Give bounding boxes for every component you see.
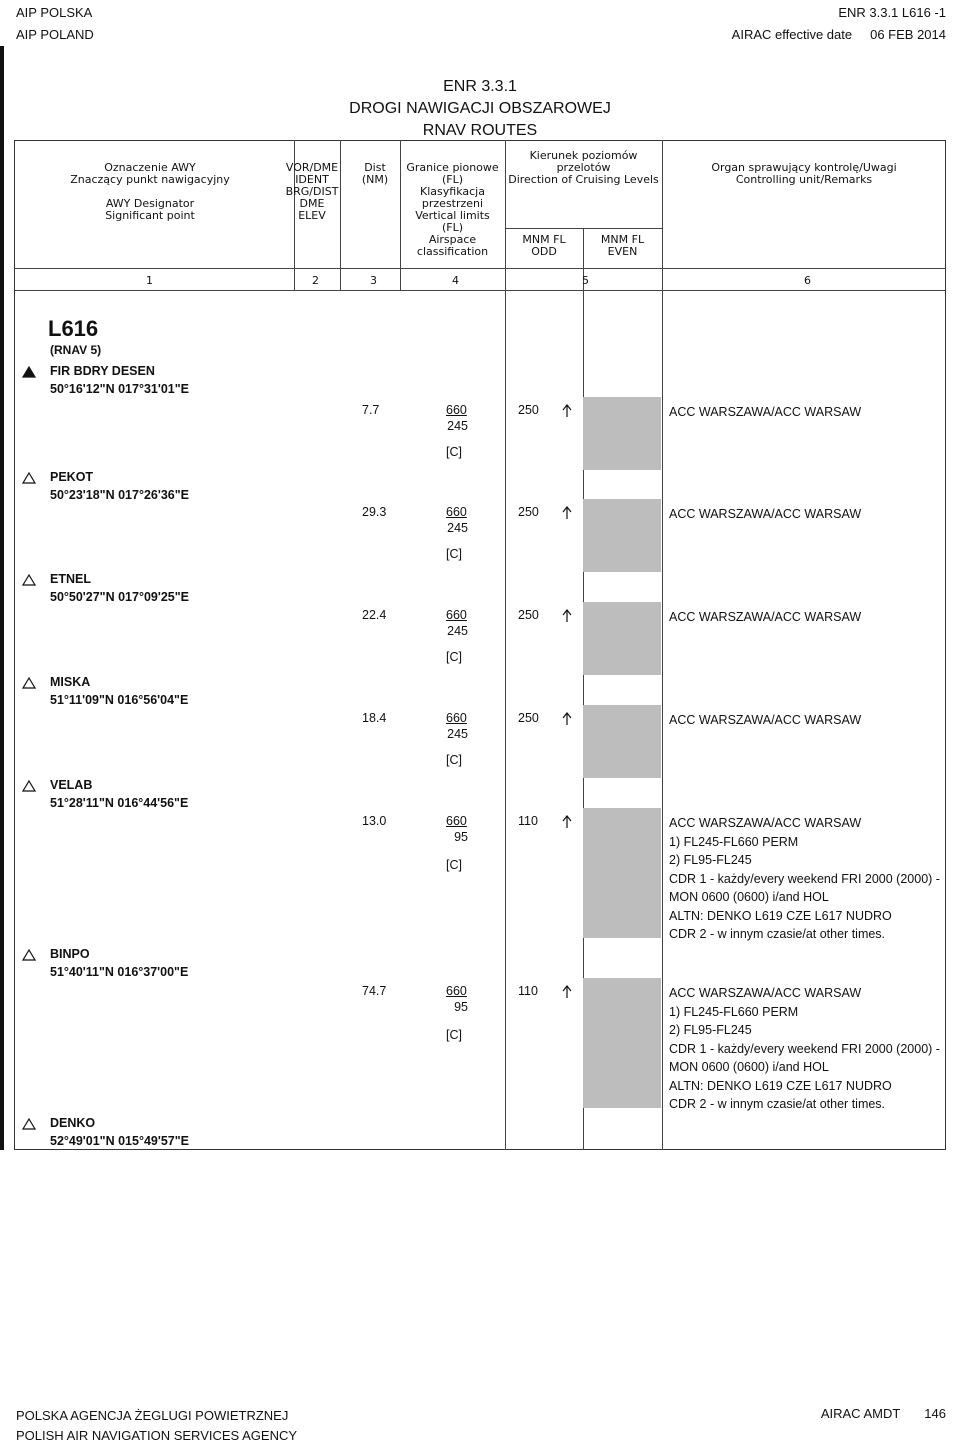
col-number-1: 1	[146, 274, 153, 287]
col5-header-line: Kierunek poziomów	[529, 149, 638, 162]
point-name: PEKOT	[50, 470, 94, 484]
header-effective	[732, 24, 946, 46]
divider	[14, 290, 946, 291]
divider	[14, 268, 946, 269]
route-spec: (RNAV 5)	[50, 343, 102, 357]
point-coordinates: 51°11'09"N 016°56'04"E	[50, 693, 189, 707]
col1-header-line: Oznaczenie AWY	[104, 161, 196, 174]
upper-limit: 660	[446, 403, 467, 417]
remark-line: 1) FL245-FL660 PERM	[669, 1004, 799, 1019]
point-coordinates: 51°40'11"N 016°37'00"E	[50, 965, 189, 979]
open-triangle-icon	[22, 1118, 36, 1130]
segment-remarks	[669, 984, 940, 1114]
airspace-class: [C]	[446, 858, 462, 872]
col2-header	[345, 162, 405, 186]
col1b-header	[272, 162, 352, 222]
amdt-label: AIRAC AMDT	[820, 1406, 901, 1421]
header-aip-polska: AIP POLSKA	[16, 5, 93, 20]
footer-agency-pl: POLSKA AGENCJA ŻEGLUGI POWIETRZNEJ	[16, 1408, 289, 1423]
remark-line: ACC WARSZAWA/ACC WARSAW	[669, 713, 862, 727]
remark-line: ALTN: DENKO L619 CZE L617 NUDRO	[669, 1078, 892, 1093]
col1-header-line: Significant point	[105, 209, 195, 222]
point-name: FIR BDRY DESEN	[50, 364, 155, 378]
page-header-left	[16, 2, 94, 46]
col3-header-line: (FL)	[441, 173, 464, 186]
even-level-na-cell	[583, 705, 661, 778]
remark-line: 2) FL95-FL245	[669, 1023, 752, 1037]
col3-header-line: Granice pionowe	[406, 161, 499, 174]
point-name: BINPO	[50, 947, 90, 961]
min-fl-odd: 110	[518, 984, 538, 998]
remark-line: CDR 2 - w innym czasie/at other times.	[669, 927, 886, 941]
remark-line: ACC WARSZAWA/ACC WARSAW	[669, 507, 862, 521]
airspace-class: [C]	[446, 445, 462, 459]
even-level-na-cell	[583, 499, 661, 572]
col5-header	[505, 150, 662, 186]
airspace-class: [C]	[446, 650, 462, 664]
lower-limit: 245	[447, 727, 468, 741]
point-coordinates: 51°28'11"N 016°44'56"E	[50, 796, 189, 810]
col5-even-header-line: EVEN	[607, 245, 638, 258]
col3-header-line: Vertical limits	[415, 209, 490, 222]
remark-line: CDR 2 - w innym czasie/at other times.	[669, 1097, 886, 1111]
col1b-header-line: DME	[299, 197, 325, 210]
remark-line: ACC WARSZAWA/ACC WARSAW	[669, 405, 862, 419]
footer-agency-en: POLISH AIR NAVIGATION SERVICES AGENCY	[16, 1428, 298, 1443]
remark-line: MON 0600 (0600) i/and HOL	[669, 1060, 829, 1074]
remark-line: MON 0600 (0600) i/and HOL	[669, 890, 829, 904]
open-triangle-icon	[22, 677, 36, 689]
title-polish: DROGI NAWIGACJI OBSZAROWEJ	[349, 100, 611, 117]
even-level-na-cell	[583, 397, 661, 470]
segment-remarks	[669, 814, 940, 944]
col3-header-line: Airspace	[428, 233, 477, 246]
segment-distance: 18.4	[362, 711, 387, 725]
airspace-class: [C]	[446, 1028, 462, 1042]
lower-limit: 95	[454, 830, 468, 844]
segment-remarks	[669, 505, 861, 524]
point-name: VELAB	[50, 778, 93, 792]
effective-date-label: AIRAC effective date	[731, 27, 853, 42]
col3-header-line: przestrzeni	[421, 197, 484, 210]
col-number-5: 5	[582, 274, 589, 287]
segment-distance: 7.7	[362, 403, 380, 417]
even-level-na-cell	[583, 978, 661, 1108]
min-fl-odd: 250	[518, 505, 539, 519]
point-coordinates: 50°23'18"N 017°26'36"E	[50, 488, 190, 502]
col6-header-line: Organ sprawujący kontrolę/Uwagi	[711, 161, 897, 174]
col2-header-line: (NM)	[361, 173, 389, 186]
effective-date: 06 FEB 2014	[870, 27, 946, 42]
header-aip-poland: AIP POLAND	[16, 27, 94, 42]
open-triangle-icon	[22, 949, 36, 961]
col5-header-line: przelotów	[556, 161, 611, 174]
upper-limit: 660	[446, 608, 467, 622]
direction-up-arrow-icon	[562, 985, 572, 999]
segment-distance: 22.4	[362, 608, 387, 622]
min-fl-odd: 250	[518, 711, 539, 725]
open-triangle-icon	[22, 472, 36, 484]
amdt-number: 146	[924, 1406, 946, 1421]
col1-header-line: Znaczący punkt nawigacyjny	[70, 173, 230, 186]
col1b-header-line: VOR/DME	[285, 161, 339, 174]
col5-even-header-line: MNM FL	[600, 233, 645, 246]
col1b-header-line: ELEV	[298, 209, 326, 222]
even-level-na-cell	[583, 602, 661, 675]
point-name: DENKO	[50, 1116, 96, 1130]
col1b-header-line: IDENT	[295, 173, 329, 186]
lower-limit: 245	[447, 521, 468, 535]
page-header-right	[732, 2, 946, 46]
lower-limit: 245	[447, 419, 468, 433]
title-english: RNAV ROUTES	[422, 122, 538, 139]
point-coordinates: 50°16'12"N 017°31'01"E	[50, 382, 190, 396]
lower-limit: 95	[454, 1000, 468, 1014]
direction-up-arrow-icon	[562, 815, 572, 829]
change-bar	[0, 46, 4, 1150]
col1-header-line: AWY Designator	[105, 197, 195, 210]
col5-odd-header	[505, 234, 583, 258]
segment-distance: 74.7	[362, 984, 387, 998]
direction-up-arrow-icon	[562, 506, 572, 520]
open-triangle-icon	[22, 780, 36, 792]
min-fl-odd: 250	[518, 403, 539, 417]
remark-line: ALTN: DENKO L619 CZE L617 NUDRO	[669, 908, 892, 923]
col2-header-line: Dist	[364, 161, 386, 174]
upper-limit: 660	[446, 711, 467, 725]
segment-distance: 13.0	[362, 814, 387, 828]
divider	[505, 140, 506, 1150]
even-level-na-cell	[583, 808, 661, 938]
airspace-class: [C]	[446, 753, 462, 767]
point-coordinates: 52°49'01"N 015°49'57"E	[50, 1134, 190, 1148]
col6-header	[662, 162, 946, 186]
point-coordinates: 50°50'27"N 017°09'25"E	[50, 590, 190, 604]
filled-triangle-icon	[22, 366, 36, 378]
min-fl-odd: 110	[518, 814, 538, 828]
segment-remarks	[669, 711, 861, 730]
remark-line: ACC WARSZAWA/ACC WARSAW	[669, 986, 862, 1000]
point-name: ETNEL	[50, 572, 91, 586]
direction-up-arrow-icon	[562, 609, 572, 623]
upper-limit: 660	[446, 814, 467, 828]
col5-header-line: Direction of Cruising Levels	[508, 173, 659, 186]
divider	[662, 140, 663, 1150]
col3-header-line: (FL)	[441, 221, 464, 234]
col3-header	[400, 162, 505, 258]
page-footer-right	[797, 1406, 946, 1421]
airspace-class: [C]	[446, 547, 462, 561]
segment-remarks	[669, 403, 861, 422]
upper-limit: 660	[446, 984, 467, 998]
col1b-header-line: BRG/DIST	[285, 185, 339, 198]
remark-line: CDR 1 - każdy/every weekend FRI 2000 (2000) -	[669, 871, 940, 886]
header-page-ref: ENR 3.3.1 L616 -1	[838, 5, 946, 20]
divider	[505, 228, 662, 229]
route-designator: L616	[48, 316, 99, 341]
upper-limit: 660	[446, 505, 467, 519]
col-number-4: 4	[452, 274, 459, 287]
col5-odd-header-line: ODD	[531, 245, 557, 258]
col1-header	[40, 162, 260, 222]
direction-up-arrow-icon	[562, 712, 572, 726]
lower-limit: 245	[447, 624, 468, 638]
col3-header-line: classification	[416, 245, 489, 258]
col5-even-header	[583, 234, 662, 258]
section-title: ENR 3.3.1	[443, 78, 517, 95]
remark-line: CDR 1 - każdy/every weekend FRI 2000 (2000) -	[669, 1041, 940, 1056]
col6-header-line: Controlling unit/Remarks	[735, 173, 873, 186]
remark-line: ACC WARSZAWA/ACC WARSAW	[669, 610, 862, 624]
direction-up-arrow-icon	[562, 404, 572, 418]
col-number-2: 2	[312, 274, 319, 287]
col5-odd-header-line: MNM FL	[522, 233, 566, 246]
min-fl-odd: 250	[518, 608, 539, 622]
segment-distance: 29.3	[362, 505, 387, 519]
remark-line: ACC WARSZAWA/ACC WARSAW	[669, 816, 862, 830]
remark-line: 2) FL95-FL245	[669, 853, 752, 867]
point-name: MISKA	[50, 675, 91, 689]
remark-line: 1) FL245-FL660 PERM	[669, 834, 799, 849]
page-footer-left	[16, 1406, 297, 1446]
col-number-6: 6	[804, 274, 811, 287]
col-number-3: 3	[370, 274, 377, 287]
segment-remarks	[669, 608, 861, 627]
open-triangle-icon	[22, 574, 36, 586]
col3-header-line: Klasyfikacja	[420, 185, 485, 198]
